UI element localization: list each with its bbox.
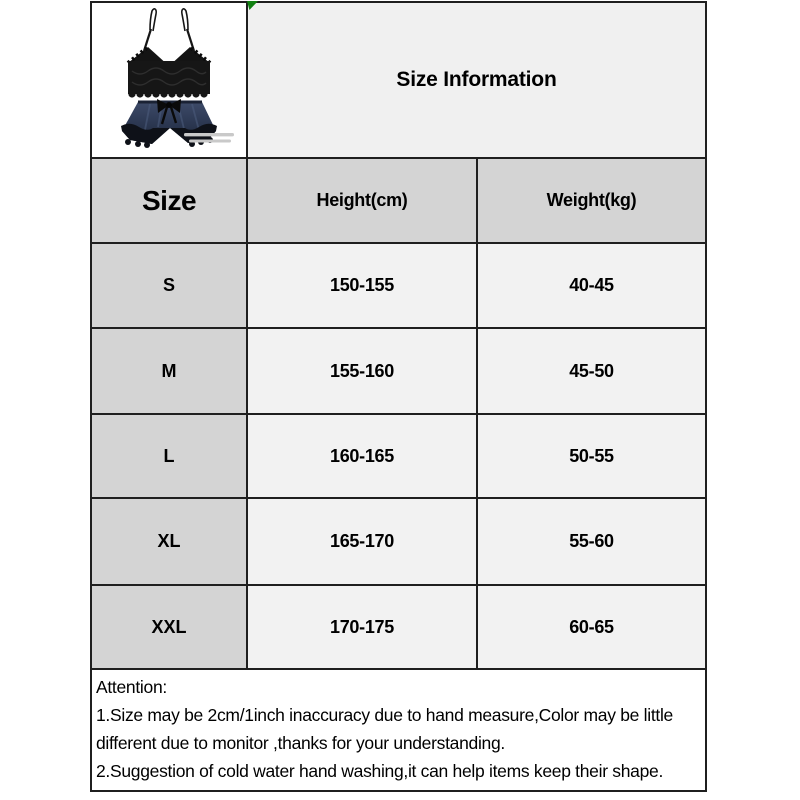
weight-value: 40-45 (477, 243, 706, 328)
size-label: XXL (91, 585, 247, 670)
weight-value: 60-65 (477, 585, 706, 670)
attention-note-1: 1.Size may be 2cm/1inch inaccuracy due to hand measure,Color may be little (96, 705, 673, 725)
weight-value: 45-50 (477, 328, 706, 414)
column-header-height: Height(cm) (247, 158, 477, 243)
attention-note-box (90, 668, 707, 792)
height-value: 165-170 (247, 498, 477, 585)
table-row-xl (91, 498, 706, 585)
table-row-m (91, 328, 706, 414)
cami-top-graphic (128, 9, 210, 98)
column-header-size: Size (91, 158, 247, 243)
product-photo (92, 3, 246, 152)
size-label: S (91, 243, 247, 328)
product-photo-cell (91, 2, 247, 158)
size-information-table (90, 1, 707, 671)
size-label: L (91, 414, 247, 498)
height-value: 160-165 (247, 414, 477, 498)
weight-value: 50-55 (477, 414, 706, 498)
attention-title: Attention: (96, 677, 167, 697)
column-header-weight: Weight(kg) (477, 158, 706, 243)
height-value: 150-155 (247, 243, 477, 328)
size-information-title: Size Information (247, 2, 706, 158)
attention-note-1-cont: different due to monitor ,thanks for your understanding. (96, 733, 505, 753)
size-label: XL (91, 498, 247, 585)
table-row-s (91, 243, 706, 328)
height-value: 170-175 (247, 585, 477, 670)
size-label: M (91, 328, 247, 414)
attention-note-2: 2.Suggestion of cold water hand washing,it can help items keep their shape. (96, 761, 664, 781)
height-value: 155-160 (247, 328, 477, 414)
table-row-xxl (91, 585, 706, 670)
table-row-l (91, 414, 706, 498)
weight-value: 55-60 (477, 498, 706, 585)
